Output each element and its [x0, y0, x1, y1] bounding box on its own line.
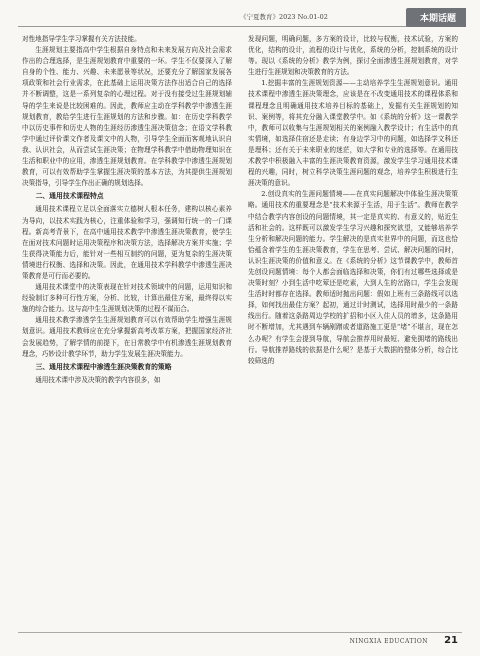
- paragraph: 通用技术课程立足以全面落实立德树人根本任务，建构以核心素养为导向，以技术实践为核心，注重体验和学习，强调知行统一的一门课程。新高考背景下，在高中通用技术教学中渗透生涯决策教育，使学生在面对技术问题时运用决策程序和决策方法，选择解决方案并实施；学生获得决策能力后，能针对一些相互制约的问题，更为复杂的生涯决策情境进行权衡、选择和决策。因此，在通用技术学科教学中渗透生涯决策教育是可行而必要的。: [22, 205, 232, 280]
- paragraph: 2.创设真实的生涯问题情境——在真实问题解决中体验生涯决策策略。通用技术的重要理念是“技术来源于生活，用于生活”。教师在教学中结合教学内容创设的问题情境，其一定是真实的、有意义的，贴近生活和社会的。这样既可以激发学生学习兴趣和探究欲望，又能够培养学生分析和解决问题的能力。学生解决的是真实世界中的问题，而这也恰恰蕴含着学生的生涯决策教育，学生在思考、尝试、解决问题的同时，认识生涯决策的价值和意义。在《系统的分析》这节课教学中，教师首先创设问题情境：每个人都会面临选择和决策，你们有过哪些选择或是决策时刻？小到生活中吃荤还是吃素，大到人生的岔路口，学生会发现生活时时都存在选择。教师适时抛出问题：假如上班有三条路线可以选择，如何找出最佳方案？起初，通过计时测试，选择用时最少的一条路线出行。随着这条路周边学校的扩招和小区入住人员的增多，这条路用时不断增加，尤其遇到车辆剐蹭或者道路施工更是“堵”不堪言，现在怎么办呢？有学生会提到导航，导航会推荐用时最短、避免拥堵的路线出行。导航推荐路线的依据是什么呢？是基于大数据的整体分析，综合比较筛选的: [248, 190, 458, 365]
- footer-rule: [18, 632, 462, 633]
- section-heading: 二、通用技术课程特点: [35, 192, 104, 201]
- paragraph: 生涯规划主要指高中学生根据自身特点和未来发展方向及社会需求作出的合理选择，是生涯规划教育中重要的一环。学生不仅要深入了解自身的个性、能力、兴趣、未来愿景等状况，还要充分了解国家发展各项政策和社会行业需求，在此基础上运用决策方法作出适合自己的选择并不断调整，这是一系列复杂的心理过程。对于没有接受过生涯规划辅导的学生来说是比较困难的。因此，教师应主动在学科教学中渗透生涯规划教育，教给学生进行生涯规划的方法和步骤。如：在历史学科教学中以历史事件和历史人物的生涯经历渗透生涯决策信念；在语文学科教学中通过评价课文作者及课文中的人物，引导学生全面而客观地认识自我、认识社会，从而尝试生涯决策；在物理学科教学中借助物理知识在生活和职业中的应用，渗透生涯规划教育。在学科教学中渗透生涯规划教育，可以有效帮助学生掌握生涯决策的基本方法，为其提供生涯规划决策指导，引导学生作出正确的规划选择。: [22, 46, 232, 188]
- paragraph: 通用技术课中涉及决策的教学内容很多，如: [35, 375, 161, 384]
- paragraph: 对性地指导学生学习掌握有关方法技能。: [22, 35, 141, 43]
- paragraph: 1.挖掘丰富的生涯规划资源——主动培养学生生涯规划意识。通用技术课程中渗透生涯决策理念，应该是在不改变通用技术的课程体系和课程理念且明确通用技术培养目标的基础上，发掘有关生涯规划的知识、案例等，将其充分融入课堂教学中。如《系统的分析》这一课教学中，教师可以收集与生涯规划相关的案例融入教学设计；有生活中的真实情境，如选择住宿还是走读；有身边学习中的问题，如选择学文科还是理科；还有关于未来职业的迷茫，如大学和专业的选择等。在通用技术教学中积极融入丰富的生涯决策教育资源，激发学生学习通用技术课程的兴趣，同时，树立科学决策生涯问题的观念，培养学生积极进行生涯决策的意识。: [248, 79, 458, 188]
- journal-issue: 《宁夏教育》2023 No.01-02: [240, 13, 328, 21]
- paragraph: 发现问题，明确问题，多方案的设计，比较与权衡，技术试验，方案的优化，结构的设计，流程的设计与优化，系统的分析，控制系统的设计等。现以《系统的分析》教学为例，探讨全面渗透生涯规划教育，对学生进行生涯规划和决策教育的方法。: [248, 35, 458, 77]
- header-rule: [18, 26, 462, 27]
- paragraph: 通用技术课堂中的决策表现在针对技术领域中的问题，运用知识和经验制订多种可行性方案，分析、比较，计算出最佳方案，最终得以实施的综合能力。这与高中生生涯规划决策的过程不谋而合。: [22, 283, 232, 314]
- left-column: [22, 34, 232, 386]
- paragraph: 通用技术教学渗透学生生涯规划教育可以有效帮助学生增强生涯规划意识。通用技术教师应在充分掌握新高考改革方案，把握国家经济社会发展趋势，了解学情的前提下，在日常教学中有机渗透生涯规划教育理念，巧妙设计教学环节，助力学生发展生涯决策能力。: [22, 316, 232, 358]
- footer-journal-name: NINGXIA EDUCATION: [349, 638, 428, 645]
- page-number: 21: [444, 635, 458, 646]
- right-column: [248, 34, 458, 367]
- section-heading: 三、通用技术课程中渗透生涯决策教育的策略: [35, 362, 172, 371]
- column-tag: 本期话题: [406, 8, 466, 27]
